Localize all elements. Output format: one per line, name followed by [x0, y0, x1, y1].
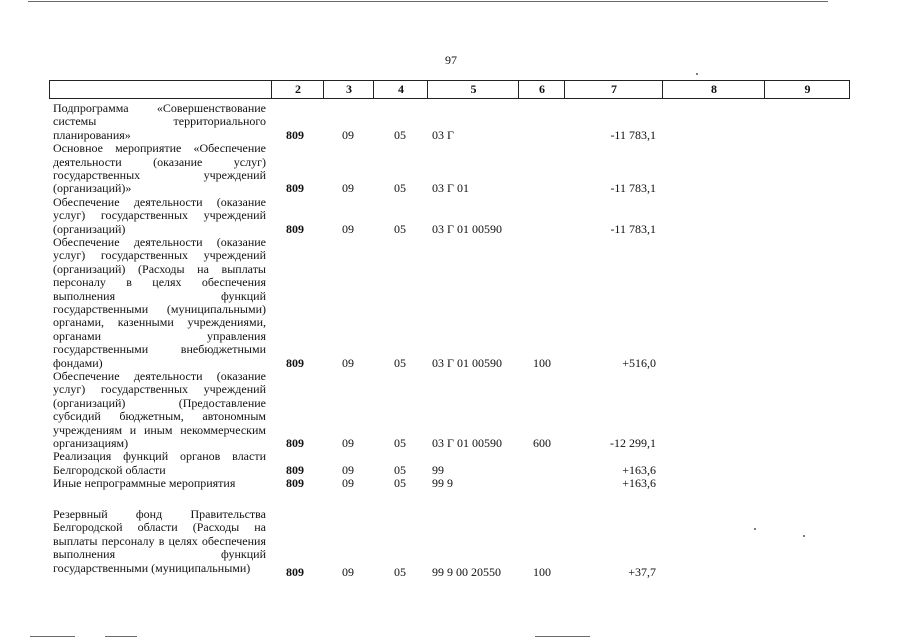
- section-code: 09: [342, 476, 354, 491]
- header-col-4: 4: [373, 81, 428, 98]
- target-article: 03 Г 01: [432, 181, 469, 196]
- header-col-9: 9: [764, 81, 850, 98]
- header-col-5: 5: [427, 81, 519, 98]
- row-description: Обеспечение деятельности (оказание услуг) государственных учреждений (организаций) (Расходы на выплаты персоналу в целях обеспечения выполнения функций государственными (муниципальными) органами, казенными учреждениями, органами управления государственными внебюджетными фондами): [53, 235, 266, 370]
- target-article: 03 Г 01 00590: [432, 436, 502, 450]
- amount: -11 783,1: [610, 221, 656, 236]
- admin-code: 809: [286, 476, 304, 491]
- header-col-1: [50, 81, 271, 98]
- admin-code: 809: [286, 221, 304, 236]
- row-description: Иные непрограммные мероприятия: [53, 476, 236, 491]
- section-code: 09: [342, 565, 354, 579]
- scan-bottom-rule-right: [535, 636, 590, 637]
- expense-type: 100: [533, 565, 551, 579]
- target-article: 99 9 00 20550: [432, 565, 501, 579]
- page-number: 97: [445, 53, 457, 67]
- header-col-7: 7: [564, 81, 663, 98]
- expense-type: 100: [533, 355, 551, 370]
- row-description: Резервный фонд Правительства Белгородской области (Расходы на выплаты персоналу в целях обеспечения выполнения функций государственными (муниципальными): [53, 507, 266, 575]
- table-header: [49, 80, 850, 99]
- target-article: 99 9: [432, 476, 453, 491]
- target-article: 99: [432, 462, 444, 477]
- header-col-2: 2: [271, 81, 324, 98]
- header-col-3: 3: [323, 81, 374, 98]
- target-article: 03 Г 01 00590: [432, 355, 502, 370]
- scan-speck: [754, 528, 756, 530]
- scan-speck: [696, 73, 698, 75]
- row-description: Обеспечение деятельности (оказание услуг) государственных учреждений (организаций) (Предоставление субсидий бюджетным, автономным учреждениям и иным некоммерческим организациям): [53, 369, 266, 451]
- amount: +37,7: [628, 565, 656, 579]
- row-description: Подпрограмма «Совершенствование системы территориального планирования»: [53, 101, 266, 142]
- subsection-code: 05: [394, 181, 406, 196]
- scan-speck: [803, 535, 805, 537]
- amount: +163,6: [622, 462, 656, 477]
- subsection-code: 05: [394, 436, 406, 450]
- admin-code: 809: [286, 436, 304, 450]
- amount: +163,6: [622, 476, 656, 491]
- subsection-code: 05: [394, 221, 406, 236]
- target-article: 03 Г 01 00590: [432, 221, 502, 236]
- admin-code: 809: [286, 127, 304, 142]
- admin-code: 809: [286, 565, 304, 579]
- section-code: 09: [342, 221, 354, 236]
- header-col-6: 6: [518, 81, 565, 98]
- expense-type: 600: [533, 436, 551, 450]
- admin-code: 809: [286, 355, 304, 370]
- amount: -11 783,1: [610, 181, 656, 196]
- subsection-code: 05: [394, 127, 406, 142]
- row-description: Реализация функций органов власти Белгородской области: [53, 449, 266, 477]
- row-description: Основное мероприятие «Обеспечение деятельности (оказание услуг) государственных учреждений (организаций)»: [53, 141, 266, 196]
- amount: -12 299,1: [610, 436, 656, 450]
- amount: -11 783,1: [610, 127, 656, 142]
- subsection-code: 05: [394, 462, 406, 477]
- header-col-8: 8: [662, 81, 765, 98]
- row-description: Обеспечение деятельности (оказание услуг) государственных учреждений (организаций): [53, 194, 266, 236]
- admin-code: 809: [286, 462, 304, 477]
- amount: +516,0: [622, 355, 656, 370]
- section-code: 09: [342, 127, 354, 142]
- section-code: 09: [342, 436, 354, 450]
- target-article: 03 Г: [432, 127, 454, 142]
- subsection-code: 05: [394, 476, 406, 491]
- section-code: 09: [342, 181, 354, 196]
- admin-code: 809: [286, 181, 304, 196]
- subsection-code: 05: [394, 565, 406, 579]
- scan-bottom-rule-left: [30, 636, 75, 637]
- scan-top-rule: [28, 1, 828, 2]
- subsection-code: 05: [394, 355, 406, 370]
- scan-bottom-rule-mid: [105, 636, 137, 637]
- section-code: 09: [342, 462, 354, 477]
- section-code: 09: [342, 355, 354, 370]
